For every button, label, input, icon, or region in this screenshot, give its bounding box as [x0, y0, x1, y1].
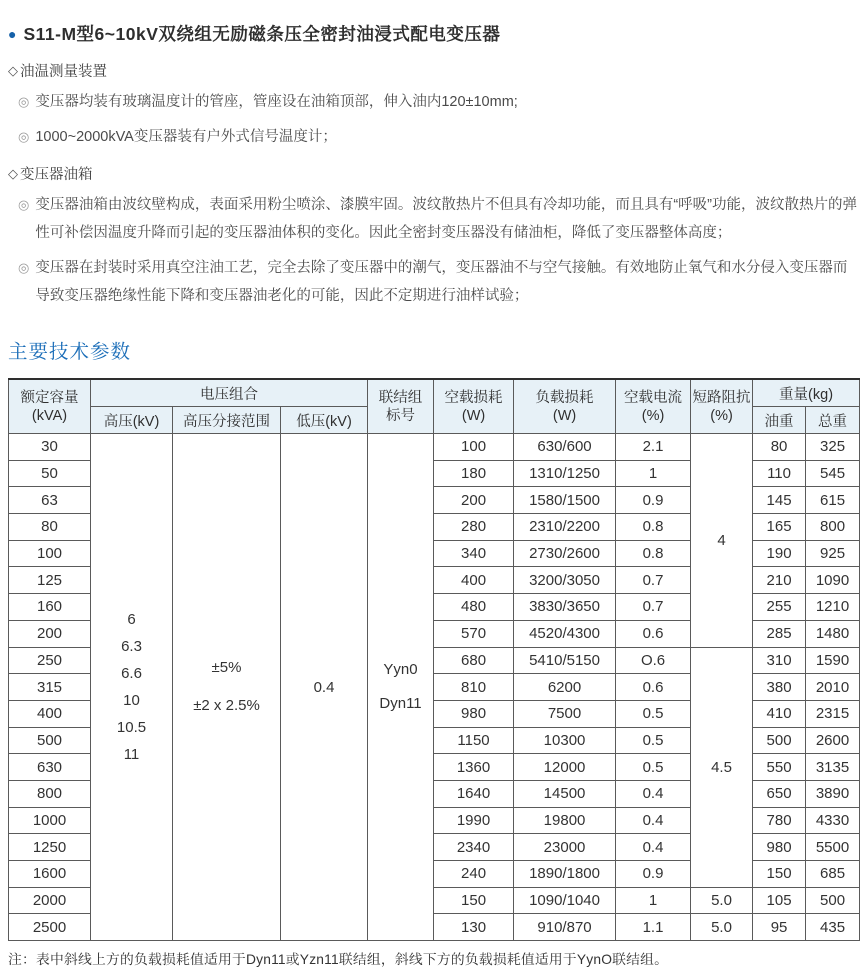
- cell-oil-weight: 255: [753, 594, 806, 621]
- col-header-no-load-loss: [434, 379, 514, 434]
- cell-oil-weight: 285: [753, 620, 806, 647]
- cell-rated-capacity: 800: [9, 780, 91, 807]
- cell-total-weight: 800: [806, 514, 860, 541]
- list-item: [18, 254, 859, 310]
- cell-no-load-current: 0.4: [616, 834, 691, 861]
- cell-load-loss: 14500: [514, 780, 616, 807]
- list-item-text: 变压器在封装时采用真空注油工艺，完全去除了变压器中的潮气，变压器油不与空气接触。有效地防止氧气和水分侵入变压器而导致变压器绝缘性能下降和变压器油老化的可能，因此不定期进行油样试验；: [35, 260, 848, 304]
- cell-no-load-current: 0.6: [616, 620, 691, 647]
- col-header-impedance: [691, 379, 753, 434]
- cell-no-load-current: 0.5: [616, 700, 691, 727]
- cell-no-load-current: 0.4: [616, 780, 691, 807]
- cell-total-weight: 615: [806, 487, 860, 514]
- cell-rated-capacity: 1600: [9, 861, 91, 888]
- cell-no-load-loss: 1990: [434, 807, 514, 834]
- col-header-total-weight: 总重: [806, 407, 860, 434]
- cell-load-loss: 4520/4300: [514, 620, 616, 647]
- cell-impedance: 4.5: [691, 647, 753, 887]
- header-line: (kVA): [31, 407, 68, 424]
- cell-total-weight: 2600: [806, 727, 860, 754]
- stack-line: 11: [123, 746, 140, 764]
- cell-total-weight: 1590: [806, 647, 860, 674]
- cell-total-weight: 2010: [806, 674, 860, 701]
- cell-total-weight: 4330: [806, 807, 860, 834]
- cell-total-weight: 435: [806, 914, 860, 941]
- header-line: 负载损耗: [535, 389, 594, 406]
- cell-no-load-loss: 130: [434, 914, 514, 941]
- diamond-icon: ◇: [8, 62, 18, 78]
- cell-no-load-current: 0.9: [616, 487, 691, 514]
- cell-no-load-loss: 1360: [434, 754, 514, 781]
- cell-rated-capacity: 2500: [9, 914, 91, 941]
- list-item: [18, 123, 859, 151]
- header-line: (%): [641, 407, 665, 424]
- cell-no-load-loss: 180: [434, 460, 514, 487]
- cell-rated-capacity: 63: [9, 487, 91, 514]
- col-header-hv: 高压(kV): [91, 407, 173, 434]
- stack-line: ±5%: [211, 659, 242, 677]
- cell-total-weight: 5500: [806, 834, 860, 861]
- cell-no-load-loss: 340: [434, 540, 514, 567]
- col-header-tap-range: 高压分接范围: [173, 407, 281, 434]
- cell-oil-weight: 980: [753, 834, 806, 861]
- circle-bullet-icon: ◎: [18, 197, 30, 212]
- page-title: [8, 0, 859, 46]
- cell-no-load-loss: 810: [434, 674, 514, 701]
- spec-table: [8, 378, 860, 941]
- cell-load-loss: 2310/2200: [514, 514, 616, 541]
- cell-rated-capacity: 1000: [9, 807, 91, 834]
- cell-load-loss: 7500: [514, 700, 616, 727]
- header-line: 空载电流: [624, 389, 683, 406]
- cell-load-loss: 5410/5150: [514, 647, 616, 674]
- col-header-lv: 低压(kV): [281, 407, 368, 434]
- cell-oil-weight: 410: [753, 700, 806, 727]
- col-header-rated-capacity: [9, 379, 91, 434]
- cell-rated-capacity: 250: [9, 647, 91, 674]
- cell-no-load-loss: 1150: [434, 727, 514, 754]
- cell-rated-capacity: 400: [9, 700, 91, 727]
- cell-load-loss: 1310/1250: [514, 460, 616, 487]
- cell-impedance: 5.0: [691, 914, 753, 941]
- cell-oil-weight: 105: [753, 887, 806, 914]
- footnote: 注：表中斜线上方的负载损耗值适用于Dyn11或Yzn11联结组，斜线下方的负载损耗值适用于YynO联结组。: [8, 952, 669, 968]
- cell-oil-weight: 310: [753, 647, 806, 674]
- header-line: 额定容量: [20, 389, 79, 406]
- cell-no-load-loss: 480: [434, 594, 514, 621]
- blue-dot-icon: ●: [8, 25, 17, 42]
- cell-oil-weight: 150: [753, 861, 806, 888]
- cell-load-loss: 910/870: [514, 914, 616, 941]
- cell-no-load-current: 0.7: [616, 567, 691, 594]
- cell-total-weight: 2315: [806, 700, 860, 727]
- header-row-1: [9, 379, 860, 407]
- cell-rated-capacity: 125: [9, 567, 91, 594]
- cell-no-load-loss: 2340: [434, 834, 514, 861]
- cell-no-load-loss: 100: [434, 434, 514, 461]
- cell-load-loss: 19800: [514, 807, 616, 834]
- cell-no-load-loss: 680: [434, 647, 514, 674]
- section-heading-oil-tank: [8, 163, 859, 184]
- cell-total-weight: 925: [806, 540, 860, 567]
- cell-no-load-current: 1: [616, 460, 691, 487]
- cell-load-loss: 10300: [514, 727, 616, 754]
- cell-load-loss: 3830/3650: [514, 594, 616, 621]
- col-header-weight: 重量(kg): [753, 379, 860, 407]
- cell-rated-capacity: 160: [9, 594, 91, 621]
- col-header-load-loss: [514, 379, 616, 434]
- circle-bullet-icon: ◎: [18, 94, 30, 109]
- cell-no-load-loss: 1640: [434, 780, 514, 807]
- cell-vector-merged: [368, 434, 434, 941]
- cell-load-loss: 3200/3050: [514, 567, 616, 594]
- spec-table-header: [9, 379, 860, 434]
- stack-line: 6: [127, 611, 136, 629]
- cell-load-loss: 1090/1040: [514, 887, 616, 914]
- cell-no-load-loss: 400: [434, 567, 514, 594]
- list-item: [18, 191, 859, 247]
- header-line: 联结组: [378, 389, 423, 406]
- cell-rated-capacity: 200: [9, 620, 91, 647]
- diamond-icon: ◇: [8, 165, 18, 181]
- cell-load-loss: 630/600: [514, 434, 616, 461]
- cell-total-weight: 1480: [806, 620, 860, 647]
- cell-rated-capacity: 315: [9, 674, 91, 701]
- cell-total-weight: 1210: [806, 594, 860, 621]
- header-line: 短路阻抗: [692, 389, 751, 406]
- stack-line: Dyn11: [379, 695, 422, 713]
- stack-line: 10.5: [116, 719, 147, 737]
- cell-no-load-loss: 980: [434, 700, 514, 727]
- cell-rated-capacity: 50: [9, 460, 91, 487]
- cell-load-loss: 6200: [514, 674, 616, 701]
- cell-no-load-current: 0.5: [616, 727, 691, 754]
- cell-total-weight: 1090: [806, 567, 860, 594]
- cell-no-load-current: 1: [616, 887, 691, 914]
- cell-total-weight: 685: [806, 861, 860, 888]
- stack-line: 6.6: [121, 665, 142, 683]
- table-row: [9, 434, 860, 461]
- params-section-title: 主要技术参数: [8, 341, 132, 363]
- cell-oil-weight: 380: [753, 674, 806, 701]
- cell-no-load-current: 0.8: [616, 540, 691, 567]
- cell-no-load-current: 0.7: [616, 594, 691, 621]
- cell-no-load-loss: 570: [434, 620, 514, 647]
- header-line: 标号: [386, 407, 416, 424]
- cell-no-load-current: 0.9: [616, 861, 691, 888]
- cell-no-load-current: 0.4: [616, 807, 691, 834]
- col-header-vector-group: [368, 379, 434, 434]
- cell-rated-capacity: 500: [9, 727, 91, 754]
- cell-rated-capacity: 630: [9, 754, 91, 781]
- cell-rated-capacity: 80: [9, 514, 91, 541]
- cell-load-loss: 12000: [514, 754, 616, 781]
- cell-oil-weight: 110: [753, 460, 806, 487]
- cell-no-load-loss: 200: [434, 487, 514, 514]
- section-heading-oil-temp: [8, 60, 859, 81]
- stack-line: 10: [123, 692, 140, 710]
- col-header-oil-weight: 油重: [753, 407, 806, 434]
- cell-total-weight: 325: [806, 434, 860, 461]
- cell-oil-weight: 95: [753, 914, 806, 941]
- list-item-text: 变压器均装有玻璃温度计的管座，管座设在油箱顶部，伸入油内120±10mm;: [35, 94, 518, 110]
- cell-rated-capacity: 2000: [9, 887, 91, 914]
- section-heading-text: 油温测量装置: [20, 64, 107, 80]
- col-header-no-load-current: [616, 379, 691, 434]
- cell-rated-capacity: 100: [9, 540, 91, 567]
- stack-line: Yyn0: [383, 661, 418, 679]
- cell-hv-merged: [91, 434, 173, 941]
- cell-oil-weight: 650: [753, 780, 806, 807]
- header-line: 空载损耗: [444, 389, 503, 406]
- list-item: [18, 88, 859, 116]
- cell-total-weight: 3890: [806, 780, 860, 807]
- header-line: (%): [710, 407, 733, 424]
- section-heading-text: 变压器油箱: [20, 167, 93, 183]
- cell-load-loss: 1890/1800: [514, 861, 616, 888]
- cell-no-load-current: 0.6: [616, 674, 691, 701]
- cell-oil-weight: 190: [753, 540, 806, 567]
- stack-line: ±2 x 2.5%: [193, 697, 260, 715]
- cell-oil-weight: 165: [753, 514, 806, 541]
- header-line: (W): [552, 407, 577, 424]
- cell-oil-weight: 500: [753, 727, 806, 754]
- stack-line: 6.3: [121, 638, 142, 656]
- cell-tap-merged: [173, 434, 281, 941]
- cell-oil-weight: 145: [753, 487, 806, 514]
- cell-total-weight: 545: [806, 460, 860, 487]
- cell-load-loss: 2730/2600: [514, 540, 616, 567]
- cell-rated-capacity: 30: [9, 434, 91, 461]
- cell-rated-capacity: 1250: [9, 834, 91, 861]
- cell-no-load-current: 1.1: [616, 914, 691, 941]
- header-line: (W): [461, 407, 486, 424]
- cell-oil-weight: 780: [753, 807, 806, 834]
- cell-no-load-loss: 150: [434, 887, 514, 914]
- cell-no-load-loss: 240: [434, 861, 514, 888]
- cell-load-loss: 1580/1500: [514, 487, 616, 514]
- cell-oil-weight: 80: [753, 434, 806, 461]
- cell-lv-merged: 0.4: [281, 434, 368, 941]
- circle-bullet-icon: ◎: [18, 260, 30, 275]
- cell-no-load-current: 0.8: [616, 514, 691, 541]
- spec-table-body: [9, 434, 860, 941]
- cell-total-weight: 3135: [806, 754, 860, 781]
- list-item-text: 1000~2000kVA变压器装有户外式信号温度计；: [35, 129, 337, 145]
- col-header-voltage-combo: 电压组合: [91, 379, 368, 407]
- circle-bullet-icon: ◎: [18, 129, 30, 144]
- cell-impedance: 5.0: [691, 887, 753, 914]
- cell-oil-weight: 550: [753, 754, 806, 781]
- cell-impedance: 4: [691, 434, 753, 648]
- page-title-text: S11-M型6~10kV双绕组无励磁条压全密封油浸式配电变压器: [23, 24, 501, 44]
- cell-oil-weight: 210: [753, 567, 806, 594]
- cell-no-load-loss: 280: [434, 514, 514, 541]
- cell-no-load-current: 2.1: [616, 434, 691, 461]
- cell-no-load-current: 0.5: [616, 754, 691, 781]
- cell-load-loss: 23000: [514, 834, 616, 861]
- list-item-text: 变压器油箱由波纹壁构成，表面采用粉尘喷涂、漆膜牢固。波纹散热片不但具有冷却功能，而且具有“呼吸”功能，波纹散热片的弹性可补偿因温度升降而引起的变压器油体积的变化。因此全密封变压器没有储油柜，降低了变压器整体高度；: [35, 197, 857, 241]
- cell-no-load-current: O.6: [616, 647, 691, 674]
- cell-total-weight: 500: [806, 887, 860, 914]
